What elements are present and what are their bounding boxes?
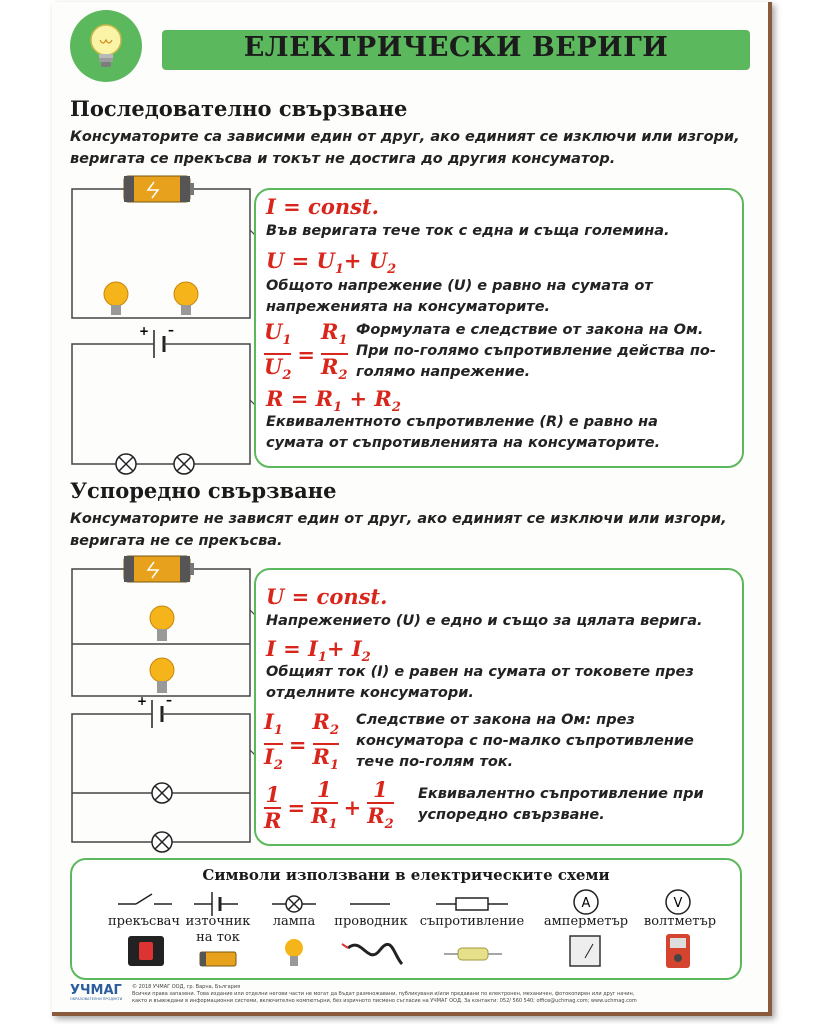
symbols-graphics: [72, 886, 740, 976]
series-formula-voltage: $U = U_1+ U_2$: [266, 248, 397, 278]
parallel-text-voltage: Напрежението (U) е едно и също за цялата верига.: [266, 613, 703, 629]
parallel-text-resistance: Еквивалентно съпротивление при успоредно свързване.: [418, 786, 704, 823]
lamp-icon: [104, 282, 128, 315]
resistor-icon: [436, 898, 508, 960]
voltmeter-icon: [666, 890, 690, 968]
svg-text:A: A: [581, 896, 591, 911]
symbol-label-voltmeter: волтметър: [643, 914, 717, 929]
parallel-formula-current: $I = I_1+ I_2$: [266, 636, 371, 666]
symbol-label-switch: прекъсвач: [107, 914, 181, 929]
symbol-label-resistor: съпротивление: [419, 914, 525, 929]
parallel-formula-voltage: U = const.: [266, 584, 388, 609]
symbol-label-ammeter: амперметър: [543, 914, 629, 929]
parallel-formula-resistance: $\frac{1}{R}$ = $\frac{1}{R_1}$ + $\frac{1}{R_2}$: [264, 777, 394, 833]
lamp-icon: [272, 896, 316, 966]
minus-sign: –: [166, 693, 172, 707]
series-text-resistance: Еквивалентното съпротивление (R) е равно на сумата от съпротивленията на консуматорите.: [266, 414, 661, 451]
series-description: Консуматорите са зависими един от друг, ако единият се изключи или изгори, веригата се прекъсва и токът не достига до другия консуматор.: [70, 129, 740, 167]
parallel-formula-ratio: $\frac{I_1}{I_2}$ = $\frac{R_2}{R_1}$: [264, 709, 340, 774]
lamp-symbol-icon: [116, 454, 136, 474]
series-heading: Последователно свързване: [70, 96, 408, 121]
symbol-label-lamp: лампа: [272, 914, 316, 929]
series-formula-current: I = const.: [266, 194, 379, 219]
publisher-logo: УЧМАГ ОБРАЗОВАТЕЛНИ ПРОДУКТИ: [70, 983, 123, 1001]
series-formula-ratio: $\frac{U_1}{U_2}$ = $\frac{R_1}{R_2}$: [264, 319, 348, 384]
lamp-symbol-icon: [152, 783, 172, 803]
parallel-heading: Успоредно свързване: [70, 478, 337, 503]
series-text-ratio: Формулата е следствие от закона на Ом. При по-голямо съпротивление действа по-голямо напрежение.: [356, 322, 716, 380]
switch-icon: [118, 894, 172, 966]
plus-sign: +: [139, 324, 150, 338]
lamp-icon: [150, 606, 174, 641]
series-formula-resistance: $R = R_1 + R_2$: [266, 386, 401, 416]
minus-sign: –: [168, 323, 174, 337]
footer-copyright: © 2018 УЧМАГ ООД, гр. Варна, България Всички права запазени. Това издание или отделни негови части не могат да бъдат размножавани, публикувани и/или предавани по електронен, механичен, фотокопирен или друг начин, както и въвеждани в информационни системи, включително компютърни, без изричното писмено съгласие на УЧМАГ ООД. За контакти: 052/ 560 540; office@uchmag.com; www.uchmag.com: [132, 984, 637, 1004]
page-title: ЕЛЕКТРИЧЕСКИ ВЕРИГИ: [243, 32, 669, 63]
poster: [52, 2, 772, 1016]
parallel-formulas-box: [254, 568, 744, 846]
series-text-current: Във веригата тече ток с една и съща големина.: [266, 223, 670, 239]
series-formulas-box: [254, 188, 744, 468]
lamp-symbol-icon: [174, 454, 194, 474]
lamp-icon: [150, 658, 174, 693]
symbols-heading: Символи използвани в електрическите схеми: [202, 866, 610, 884]
parallel-text-ratio: Следствие от закона на Ом: през консуматора с по-малко съпротивление тече по-голям ток.: [356, 712, 694, 770]
series-circuit-diagram: [66, 170, 256, 478]
svg-text:V: V: [673, 896, 683, 911]
wire-icon: [342, 904, 402, 964]
light-bulb-icon: [70, 10, 142, 82]
lamp-symbol-icon: [152, 832, 172, 852]
symbol-label-wire: проводник: [334, 914, 408, 929]
parallel-description: Консуматорите не зависят един от друг, ако единият се изключи или изгори, веригата не се прекъсва.: [70, 511, 727, 549]
plus-sign: +: [137, 694, 148, 708]
battery-icon: [124, 556, 194, 582]
lamp-icon: [174, 282, 198, 315]
parallel-circuit-diagram: [66, 550, 256, 858]
symbol-label-source: източник на ток: [185, 914, 251, 945]
header-bulb-badge: [70, 10, 142, 82]
parallel-text-current: Общият ток (I) е равен на сумата от токовете през отделните консуматори.: [266, 664, 694, 701]
symbols-box: [70, 858, 742, 980]
battery-icon: [124, 176, 194, 202]
series-text-voltage: Общото напрежение (U) е равно на сумата от напреженията на консуматорите.: [266, 278, 653, 315]
